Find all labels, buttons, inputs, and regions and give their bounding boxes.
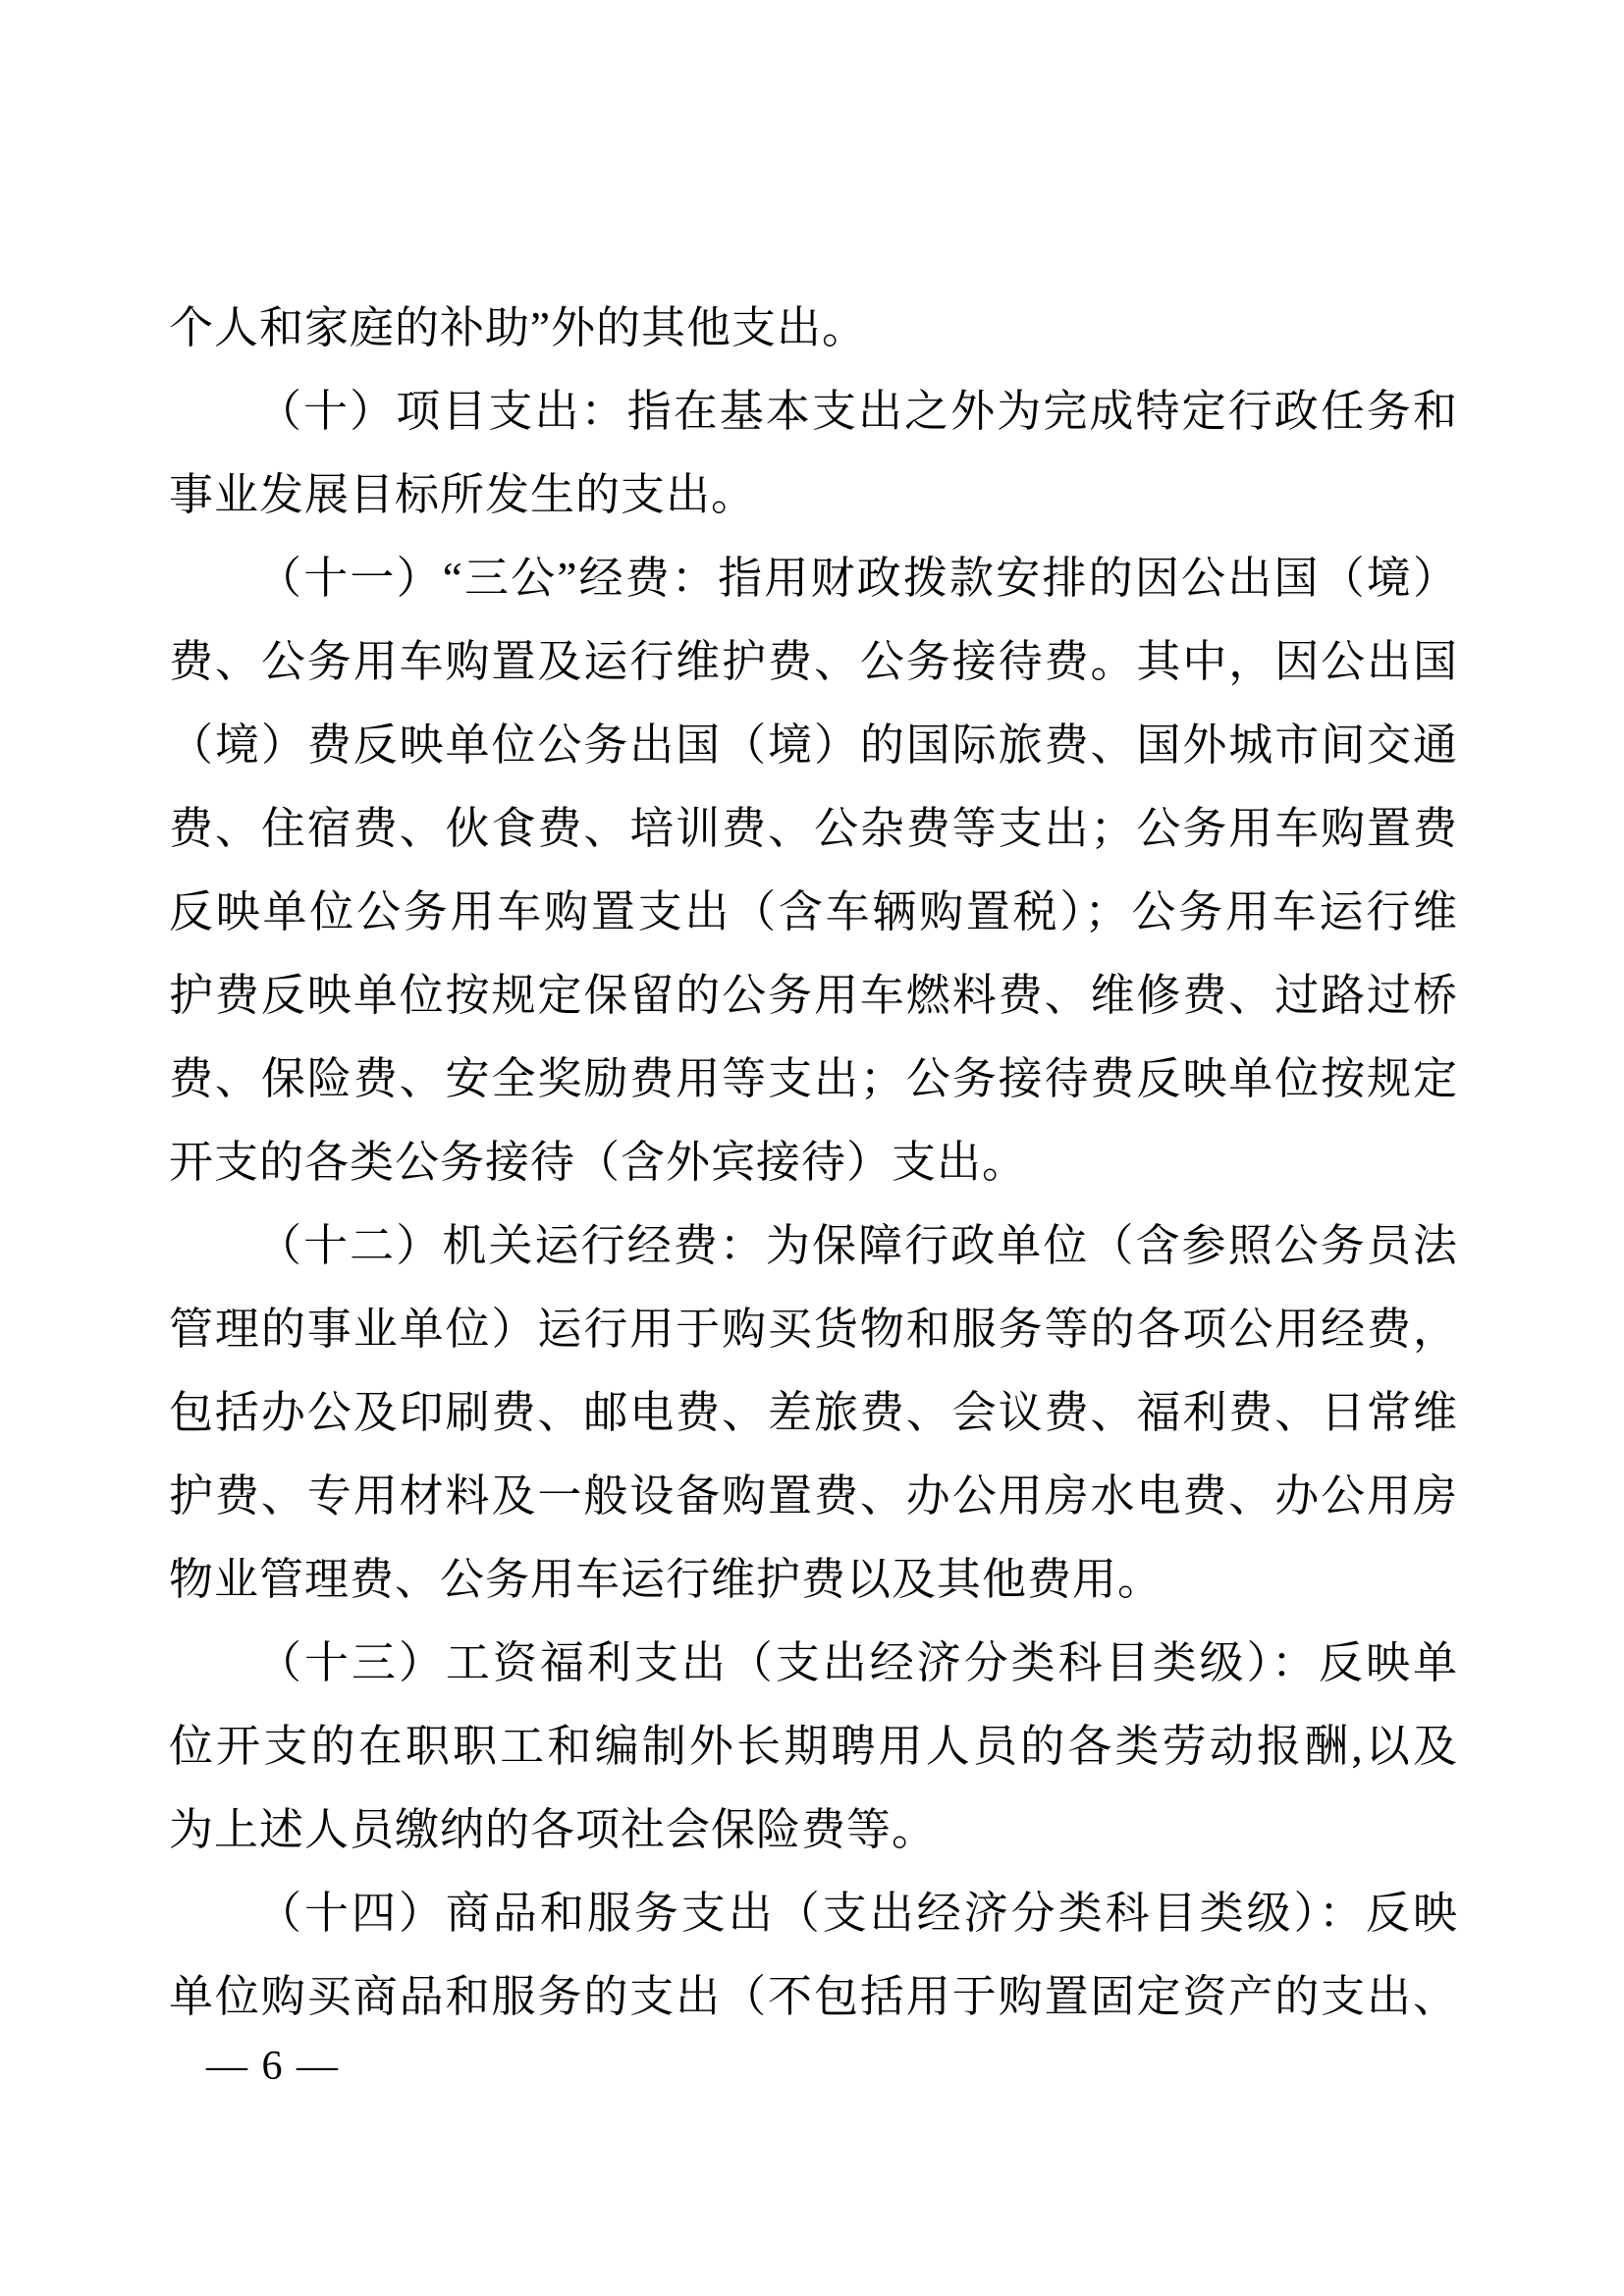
text-line: （十三）工资福利支出（支出经济分类科目类级）：反映单 [257,1638,1457,1687]
text-line: 为上述人员缴纳的各项社会保险费等。 [169,1805,938,1854]
text-line: （十一）“三公”经费：指用财政拨款安排的因公出国（境） [257,554,1457,603]
text-line: 单位购买商品和服务的支出（不包括用于购置固定资产的支出、 [169,1972,1457,2021]
text-line: 开支的各类公务接待（含外宾接待）支出。 [169,1138,1028,1187]
text-line: 费、公务用车购置及运行维护费、公务接待费。其中，因公出国 [169,637,1457,686]
text-line: 事业发展目标所发生的支出。 [169,470,757,519]
text-line: 护费、专用材料及一般设备购置费、办公用房水电费、办公用房 [169,1471,1457,1521]
text-line: 管理的事业单位）运行用于购买货物和服务等的各项公用经费， [169,1305,1457,1354]
text-line: 包括办公及印刷费、邮电费、差旅费、会议费、福利费、日常维 [169,1388,1457,1437]
text-line: 反映单位公务用车购置支出（含车辆购置税）；公务用车运行维 [169,887,1457,936]
text-line: 个人和家庭的补助”外的其他支出。 [169,303,867,352]
document-body [169,287,1457,2039]
text-line: 费、住宿费、伙食费、培训费、公杂费等支出；公务用车购置费 [169,804,1457,853]
text-line: 位开支的在职职工和编制外长期聘用人员的各类劳动报酬,以及 [169,1722,1457,1771]
text-line: 物业管理费、公务用车运行维护费以及其他费用。 [169,1555,1164,1604]
text-line: 费、保险费、安全奖励费用等支出；公务接待费反映单位按规定 [169,1054,1457,1103]
text-line: （十）项目支出：指在基本支出之外为完成特定行政任务和 [257,387,1457,436]
text-line: （十四）商品和服务支出（支出经济分类科目类级）：反映 [257,1889,1457,1938]
text-line: （境）费反映单位公务出国（境）的国际旅费、国外城市间交通 [169,721,1457,770]
page-number: — 6 — [206,2044,340,2089]
text-line: （十二）机关运行经费：为保障行政单位（含参照公务员法 [257,1221,1457,1270]
text-line: 护费反映单位按规定保留的公务用车燃料费、维修费、过路过桥 [169,971,1457,1020]
